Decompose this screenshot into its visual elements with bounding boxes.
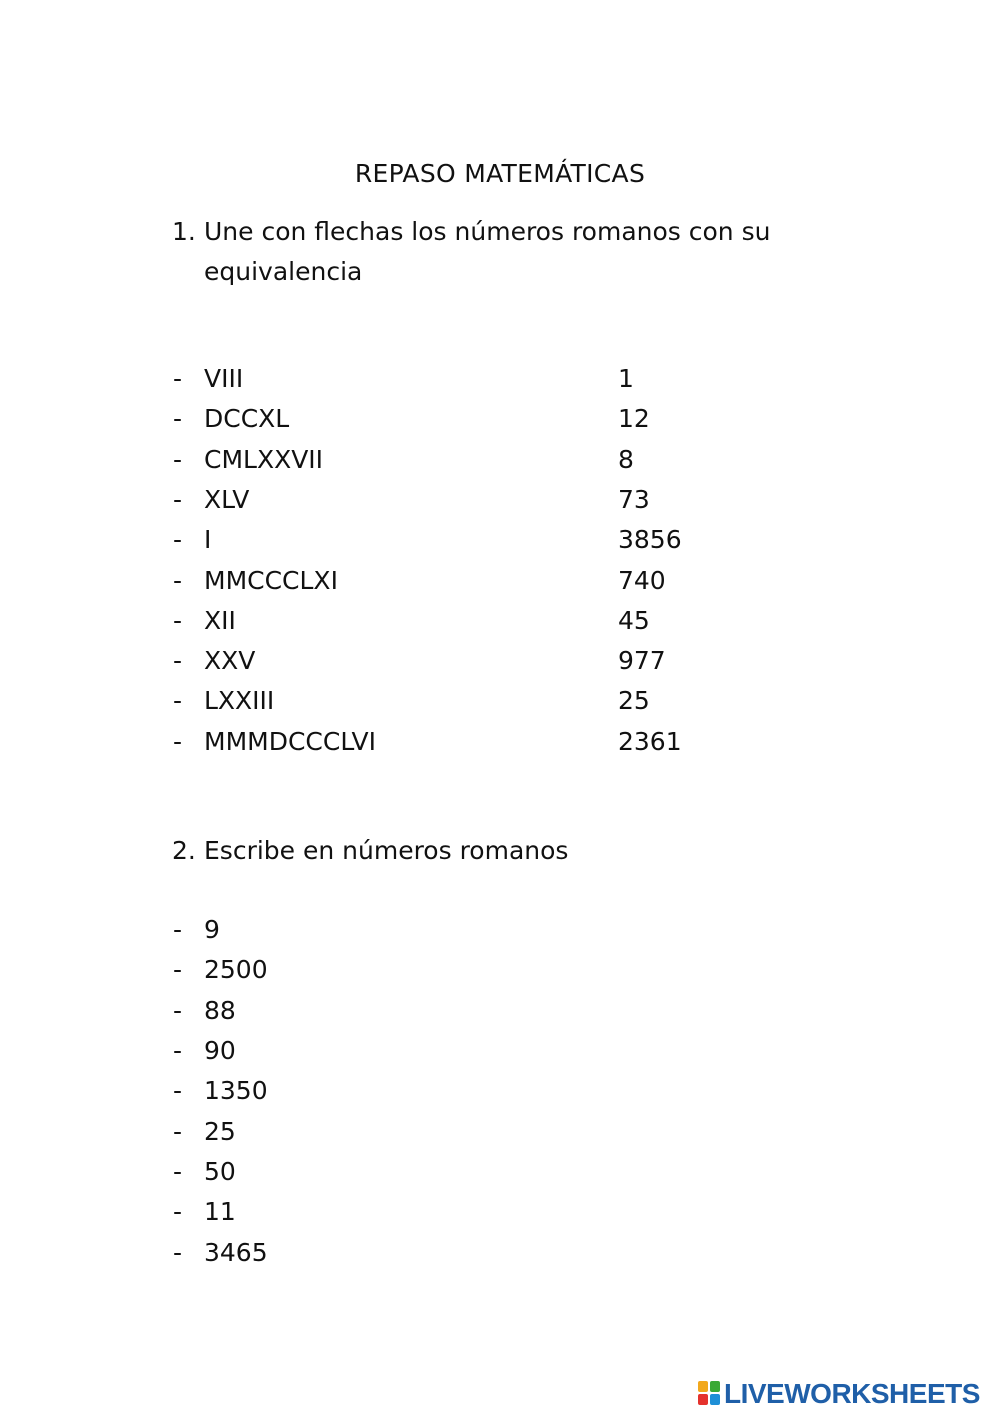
number-value: 11 — [204, 1197, 236, 1226]
bullet-dash: - — [173, 485, 183, 514]
number-value: 88 — [204, 996, 236, 1025]
roman-numeral: CMLXXVII — [204, 445, 324, 474]
question-1-instruction-line2: equivalencia — [204, 257, 363, 286]
question-2-number: 2. — [172, 836, 196, 865]
bullet-dash: - — [173, 606, 183, 635]
arabic-number: 73 — [618, 485, 650, 514]
logo-tiles-icon — [698, 1381, 722, 1407]
arabic-number: 740 — [618, 566, 666, 595]
page-title: REPASO MATEMÁTICAS — [354, 159, 646, 188]
bullet-dash: - — [173, 404, 183, 433]
bullet-dash: - — [173, 915, 183, 944]
number-value: 90 — [204, 1036, 236, 1065]
roman-numeral: XLV — [204, 485, 250, 514]
question-2-instruction: Escribe en números romanos — [204, 836, 569, 865]
number-value: 9 — [204, 915, 220, 944]
logo-text: LIVEWORKSHEETS — [724, 1378, 980, 1409]
bullet-dash: - — [173, 445, 183, 474]
number-value: 3465 — [204, 1238, 268, 1267]
arabic-number: 12 — [618, 404, 650, 433]
arabic-number: 8 — [618, 445, 634, 474]
question-1-instruction-line1: Une con flechas los números romanos con su — [204, 217, 771, 246]
liveworksheets-logo — [698, 1378, 980, 1410]
roman-numeral: MMCCCLXI — [204, 566, 338, 595]
arabic-number: 1 — [618, 364, 634, 393]
bullet-dash: - — [173, 525, 183, 554]
roman-numeral: VIII — [204, 364, 244, 393]
bullet-dash: - — [173, 1197, 183, 1226]
number-value: 50 — [204, 1157, 236, 1186]
bullet-dash: - — [173, 996, 183, 1025]
roman-numeral: I — [204, 525, 212, 554]
arabic-number: 977 — [618, 646, 666, 675]
bullet-dash: - — [173, 646, 183, 675]
roman-numeral: XXV — [204, 646, 256, 675]
roman-numeral: XII — [204, 606, 236, 635]
bullet-dash: - — [173, 1117, 183, 1146]
arabic-number: 25 — [618, 686, 650, 715]
roman-numeral: MMMDCCCLVI — [204, 727, 376, 756]
question-1-number: 1. — [172, 217, 196, 246]
arabic-number: 2361 — [618, 727, 682, 756]
arabic-number: 3856 — [618, 525, 682, 554]
bullet-dash: - — [173, 1076, 183, 1105]
bullet-dash: - — [173, 686, 183, 715]
bullet-dash: - — [173, 955, 183, 984]
number-value: 1350 — [204, 1076, 268, 1105]
bullet-dash: - — [173, 364, 183, 393]
number-value: 25 — [204, 1117, 236, 1146]
bullet-dash: - — [173, 566, 183, 595]
number-value: 2500 — [204, 955, 268, 984]
bullet-dash: - — [173, 1157, 183, 1186]
roman-numeral: LXXIII — [204, 686, 275, 715]
roman-numeral: DCCXL — [204, 404, 290, 433]
bullet-dash: - — [173, 1036, 183, 1065]
bullet-dash: - — [173, 1238, 183, 1267]
bullet-dash: - — [173, 727, 183, 756]
arabic-number: 45 — [618, 606, 650, 635]
